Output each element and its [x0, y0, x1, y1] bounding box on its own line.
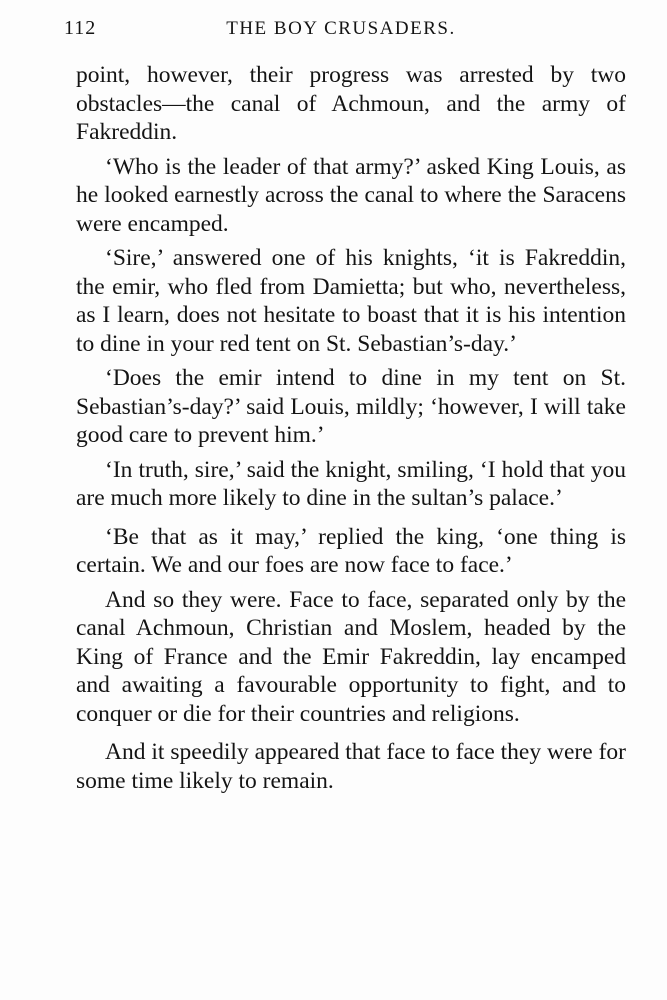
paragraph: And so they were. Face to face, separated only by the canal Achmoun, Christian and Moslem, headed by the King of France and the Emir Fakreddin, lay encamped and awaiting a favourable opportunity to fight, and to conquer or die for their countries and religions.	[76, 586, 626, 727]
paragraph: And it speedily appeared that face to face they were for some time likely to remain.	[76, 739, 626, 794]
page-number: 112	[64, 17, 97, 39]
running-title: THE BOY CRUSADERS.	[226, 18, 456, 39]
running-head	[56, 14, 626, 44]
paragraph: ‘Does the emir intend to dine in my tent on St. Sebastian’s-day?’ said Louis, mildly; ‘however, I will take good care to prevent him.’	[76, 365, 626, 448]
body-text	[76, 61, 626, 801]
paragraph: ‘Who is the leader of that army?’ asked King Louis, as he looked earnestly across the canal to where the Saracens were encamped.	[76, 153, 626, 237]
paragraph: point, however, their progress was arrested by two obstacles—the canal of Achmoun, and the army of Fakreddin.	[76, 62, 626, 145]
paragraph: ‘Sire,’ answered one of his knights, ‘it is Fakreddin, the emir, who fled from Damietta; but who, nevertheless, as I learn, does not hesitate to boast that it is his intention to dine in your red tent on St. Sebastian’s-day.’	[76, 245, 626, 357]
paragraph: ‘Be that as it may,’ replied the king, ‘one thing is certain. We and our foes are now face to face.’	[76, 523, 626, 578]
paragraph: ‘In truth, sire,’ said the knight, smiling, ‘I hold that you are much more likely to dine in the sultan’s palace.’	[76, 456, 626, 511]
